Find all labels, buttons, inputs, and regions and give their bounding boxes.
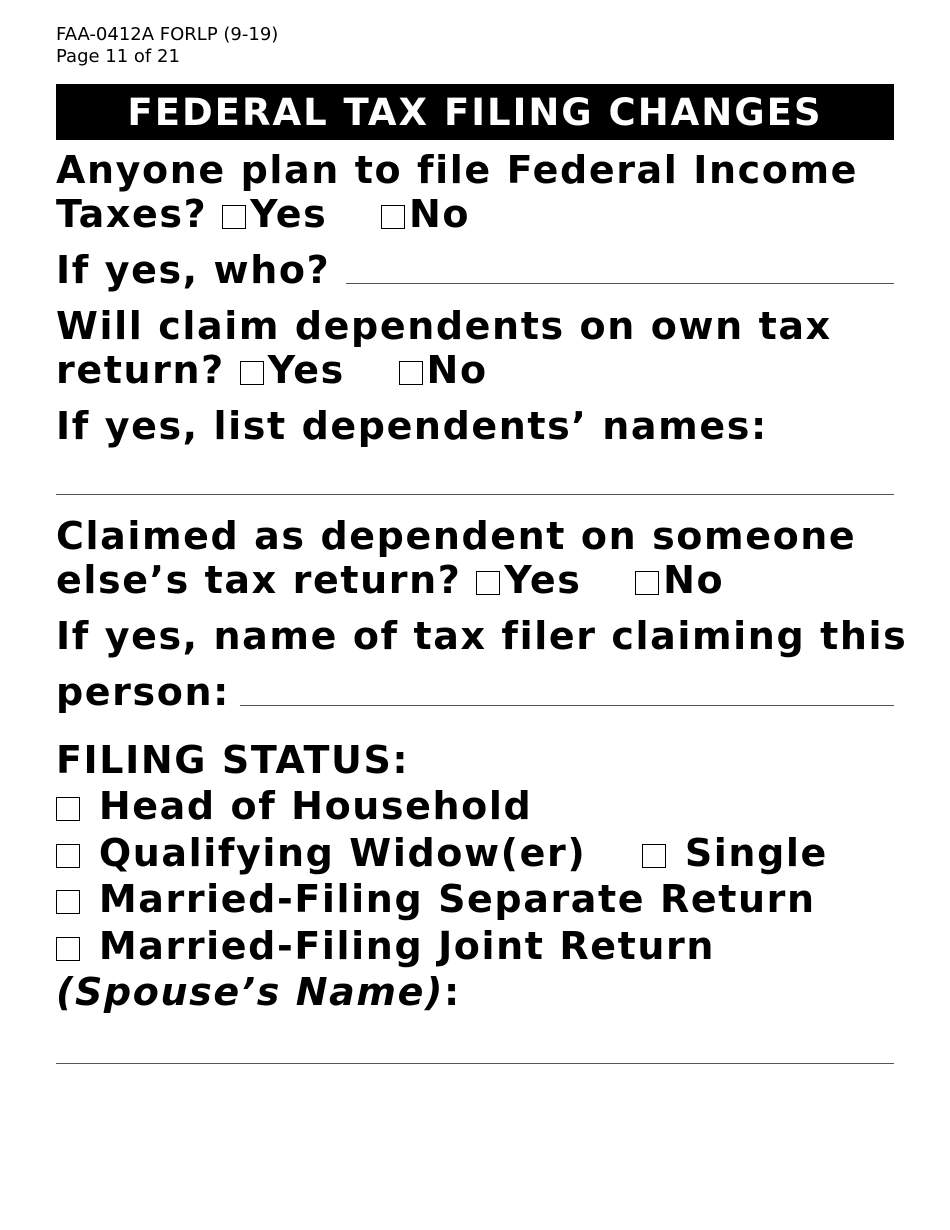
q1-no-label: No [408, 192, 471, 236]
qualifying-widower-checkbox[interactable] [56, 844, 80, 868]
spouse-name-input-line[interactable] [56, 1063, 894, 1064]
tax-filer-input-line[interactable] [240, 705, 894, 706]
spouse-name-label: (Spouse’s Name) [56, 970, 444, 1014]
single-checkbox[interactable] [642, 844, 666, 868]
married-separate-label: Married-Filing Separate Return [98, 877, 816, 921]
q2-followup-label: If yes, list dependents’ names: [56, 404, 768, 448]
dependents-input-line[interactable] [56, 494, 894, 495]
q3-yes-label: Yes [504, 558, 582, 602]
q1-line2 [56, 192, 470, 236]
q3-no-checkbox[interactable] [635, 571, 659, 595]
section-title: FEDERAL TAX FILING CHANGES [56, 84, 894, 140]
q1-line1: Anyone plan to file Federal Income [56, 148, 859, 192]
married-joint-checkbox[interactable] [56, 937, 80, 961]
head-of-household-checkbox[interactable] [56, 797, 80, 821]
q3-followup-line2: person: [56, 670, 230, 714]
form-header [56, 24, 278, 68]
q1-label: Taxes? [56, 192, 208, 236]
q3-line1: Claimed as dependent on someone [56, 514, 857, 558]
single-label: Single [684, 831, 828, 875]
page-number: Page 11 of 21 [56, 46, 180, 67]
q2-yes-checkbox[interactable] [240, 361, 264, 385]
q2-line1: Will claim dependents on own tax [56, 304, 832, 348]
option-row-widower-single [56, 831, 828, 875]
spouse-name-row [56, 970, 461, 1014]
q2-line2 [56, 348, 488, 392]
q2-no-label: No [426, 348, 488, 392]
q2-no-checkbox[interactable] [399, 361, 423, 385]
option-married-joint [56, 924, 715, 968]
spouse-name-colon: : [443, 970, 461, 1014]
q3-line2 [56, 558, 724, 602]
q3-no-label: No [663, 558, 725, 602]
married-joint-label: Married-Filing Joint Return [98, 924, 716, 968]
qualifying-widower-label: Qualifying Widow(er) [98, 831, 587, 875]
married-separate-checkbox[interactable] [56, 890, 80, 914]
q3-followup-line1: If yes, name of tax filer claiming this [56, 614, 908, 658]
q2-label: return? [56, 348, 225, 392]
q3-yes-checkbox[interactable] [476, 571, 500, 595]
who-input-line[interactable] [346, 283, 894, 284]
q1-no-checkbox[interactable] [381, 205, 405, 229]
q2-yes-label: Yes [267, 348, 345, 392]
option-married-separate [56, 877, 816, 921]
option-head-of-household [56, 784, 532, 828]
head-of-household-label: Head of Household [98, 784, 533, 828]
filing-status-heading: FILING STATUS: [56, 738, 410, 782]
q1-yes-label: Yes [250, 192, 328, 236]
form-id: FAA-0412A FORLP (9-19) [56, 24, 279, 45]
q1-yes-checkbox[interactable] [222, 205, 246, 229]
q1-followup-label: If yes, who? [56, 248, 331, 292]
q3-label: else’s tax return? [56, 558, 462, 602]
